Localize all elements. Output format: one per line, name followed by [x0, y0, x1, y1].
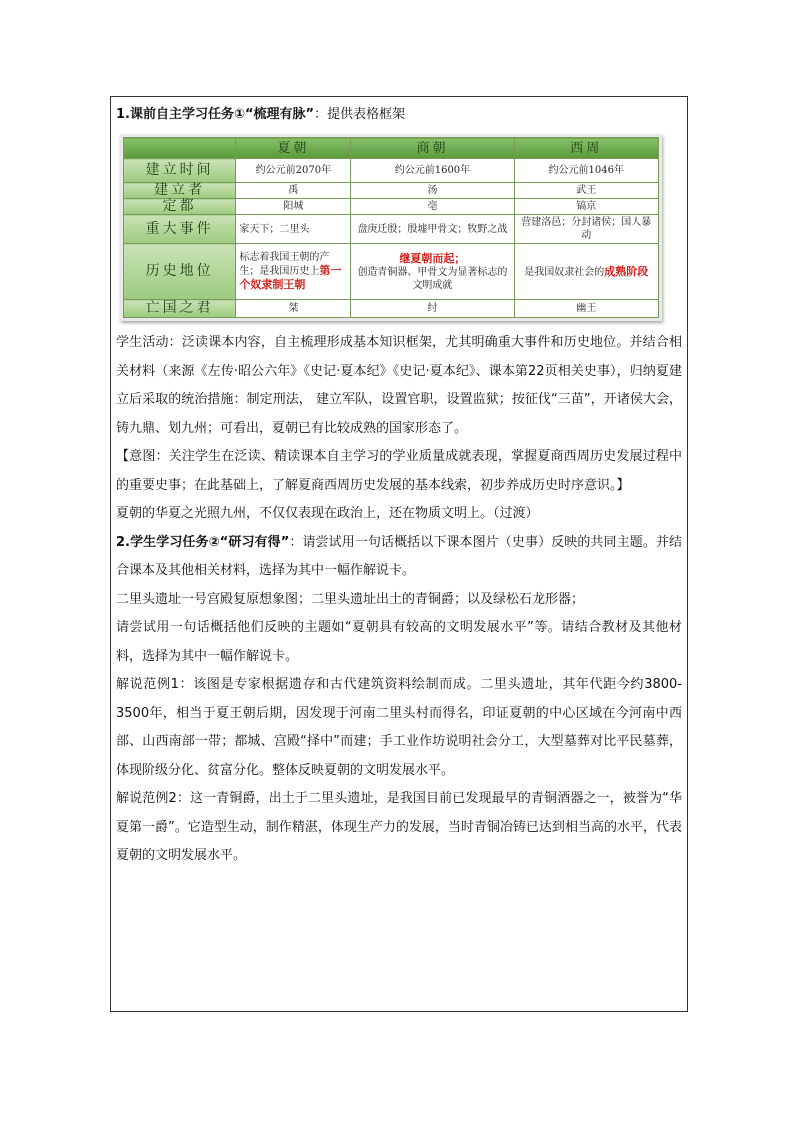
images-paragraph: 二里头遗址一号宫殿复原想象图；二里头遗址出土的青铜爵；以及绿松石龙形器； — [116, 591, 585, 607]
zhou-status-highlight: 成熟阶段 — [604, 264, 649, 278]
cell-xia-events: 家天下；二里头 — [236, 215, 351, 244]
row-label-capital: 定都 — [124, 199, 236, 215]
cell-shang-founder: 汤 — [351, 183, 514, 199]
table-row — [124, 199, 659, 215]
zhou-status-text: 是我国奴隶社会的 — [524, 266, 605, 278]
shang-status-highlight: 继夏朝而起； — [399, 251, 466, 265]
header-cell-empty — [124, 138, 236, 159]
shang-status-text: 创造青铜器、甲骨文为显著标志的文明成就 — [357, 266, 508, 291]
row-label-founder: 建立者 — [124, 183, 236, 199]
table-row — [124, 244, 659, 300]
header-shang: 商朝 — [351, 138, 514, 159]
cell-zhou-founder: 武王 — [514, 183, 658, 199]
cell-zhou-events: 营建洛邑；分封诸侯；国人暴动 — [514, 215, 658, 244]
cell-zhou-status — [514, 244, 658, 300]
cell-shang-time: 约公元前1600年 — [351, 159, 514, 183]
task2-text: ：请尝试用一句话概括以下课本图片（史事）反映的共同主题。并结合课本及其他相关材料，选择为其中一幅作解说卡。 — [116, 534, 682, 578]
cell-zhou-time: 约公元前1046年 — [514, 159, 658, 183]
row-label-status: 历史地位 — [124, 244, 236, 300]
cell-shang-events: 盘庚迁殷；殷墟甲骨文；牧野之战 — [351, 215, 514, 244]
row-label-last: 亡国之君 — [124, 300, 236, 318]
header-zhou: 西周 — [514, 138, 658, 159]
task2-paragraph — [116, 529, 682, 586]
header-xia: 夏朝 — [236, 138, 351, 159]
cell-shang-status — [351, 244, 514, 300]
cell-xia-last: 桀 — [236, 300, 351, 318]
cell-xia-capital: 阳城 — [236, 199, 351, 215]
dynasty-table — [123, 137, 659, 318]
cell-shang-capital: 亳 — [351, 199, 514, 215]
intent-paragraph: 【意图：关注学生在泛读、精读课本自主学习的学业质量成就表现，掌握夏商西周历史发展过程中的重要史事；在此基础上，了解夏商西周历史发展的基本线索，初步养成历史时序意识。】 — [116, 449, 682, 493]
lesson-content — [116, 100, 682, 871]
task1-heading — [116, 104, 682, 126]
cell-zhou-last: 幽王 — [514, 300, 658, 318]
table-row — [124, 183, 659, 199]
example1-paragraph: 解说范例1：该图是专家根据遗存和古代建筑资料绘制而成。二里头遗址，其年代距今约3800-3500年，相当于夏王朝后期，因发现于河南二里头村而得名，印证夏朝的中心区域在今河南中西部、山西南部一带；都城、宫殿“择中”而建；手工业作坊说明社会分工，大型墓葬对比平民墓葬，体现阶级分化、贫富分化。整体反映夏朝的文明发展水平。 — [116, 677, 682, 778]
row-label-time: 建立时间 — [124, 159, 236, 183]
body-text — [116, 329, 682, 871]
dynasty-table-image — [120, 134, 662, 321]
cell-shang-last: 纣 — [351, 300, 514, 318]
example2-paragraph: 解说范例2：这一青铜爵，出土于二里头遗址，是我国目前已发现最早的青铜酒器之一，被誉为“华夏第一爵”。它造型生动，制作精湛，体现生产力的发展，当时青铜冶铸已达到相当高的水平，代表夏朝的文明发展水平。 — [116, 791, 682, 863]
cell-zhou-capital: 镐京 — [514, 199, 658, 215]
xia-status-highlight: 第一个奴隶制王朝 — [239, 264, 342, 291]
cell-xia-status — [236, 244, 351, 300]
cell-xia-time: 约公元前2070年 — [236, 159, 351, 183]
task1-title: 1.课前自主学习任务①“梳理有脉” — [116, 107, 315, 122]
table-header-row — [124, 138, 659, 159]
transition-paragraph: 夏朝的华夏之光照九州，不仅仅表现在政治上，还在物质文明上。（过渡） — [116, 506, 539, 521]
student-activity-paragraph: 学生活动：泛读课本内容，自主梳理形成基本知识框架，尤其明确重大事件和历史地位。并结合相关材料（来源《左传·昭公六年》《史记·夏本纪》《史记·夏本纪》、课本第22页相关史事），归纳夏建立后采取的统治措施：制定刑法， 建立军队，设置官职，设置监狱；按征伐“三苗”，开诸侯大会，铸九鼎、划九州；可看出，夏朝已有比较成熟的国家形态了。 — [116, 335, 682, 436]
theme-paragraph: 请尝试用一句话概括他们反映的主题如“夏朝具有较高的文明发展水平”等。请结合教材及其他材料，选择为其中一幅作解说卡。 — [116, 620, 682, 664]
task1-title-rest: ：提供表格框架 — [314, 107, 406, 122]
xia-status-text: 标志着我国王朝的产生；是我国历史上 — [239, 252, 330, 277]
cell-xia-founder: 禹 — [236, 183, 351, 199]
row-label-events: 重大事件 — [124, 215, 236, 244]
table-row — [124, 300, 659, 318]
task2-title: 2.学生学习任务②“研习有得” — [116, 534, 290, 550]
table-row — [124, 159, 659, 183]
table-row — [124, 215, 659, 244]
